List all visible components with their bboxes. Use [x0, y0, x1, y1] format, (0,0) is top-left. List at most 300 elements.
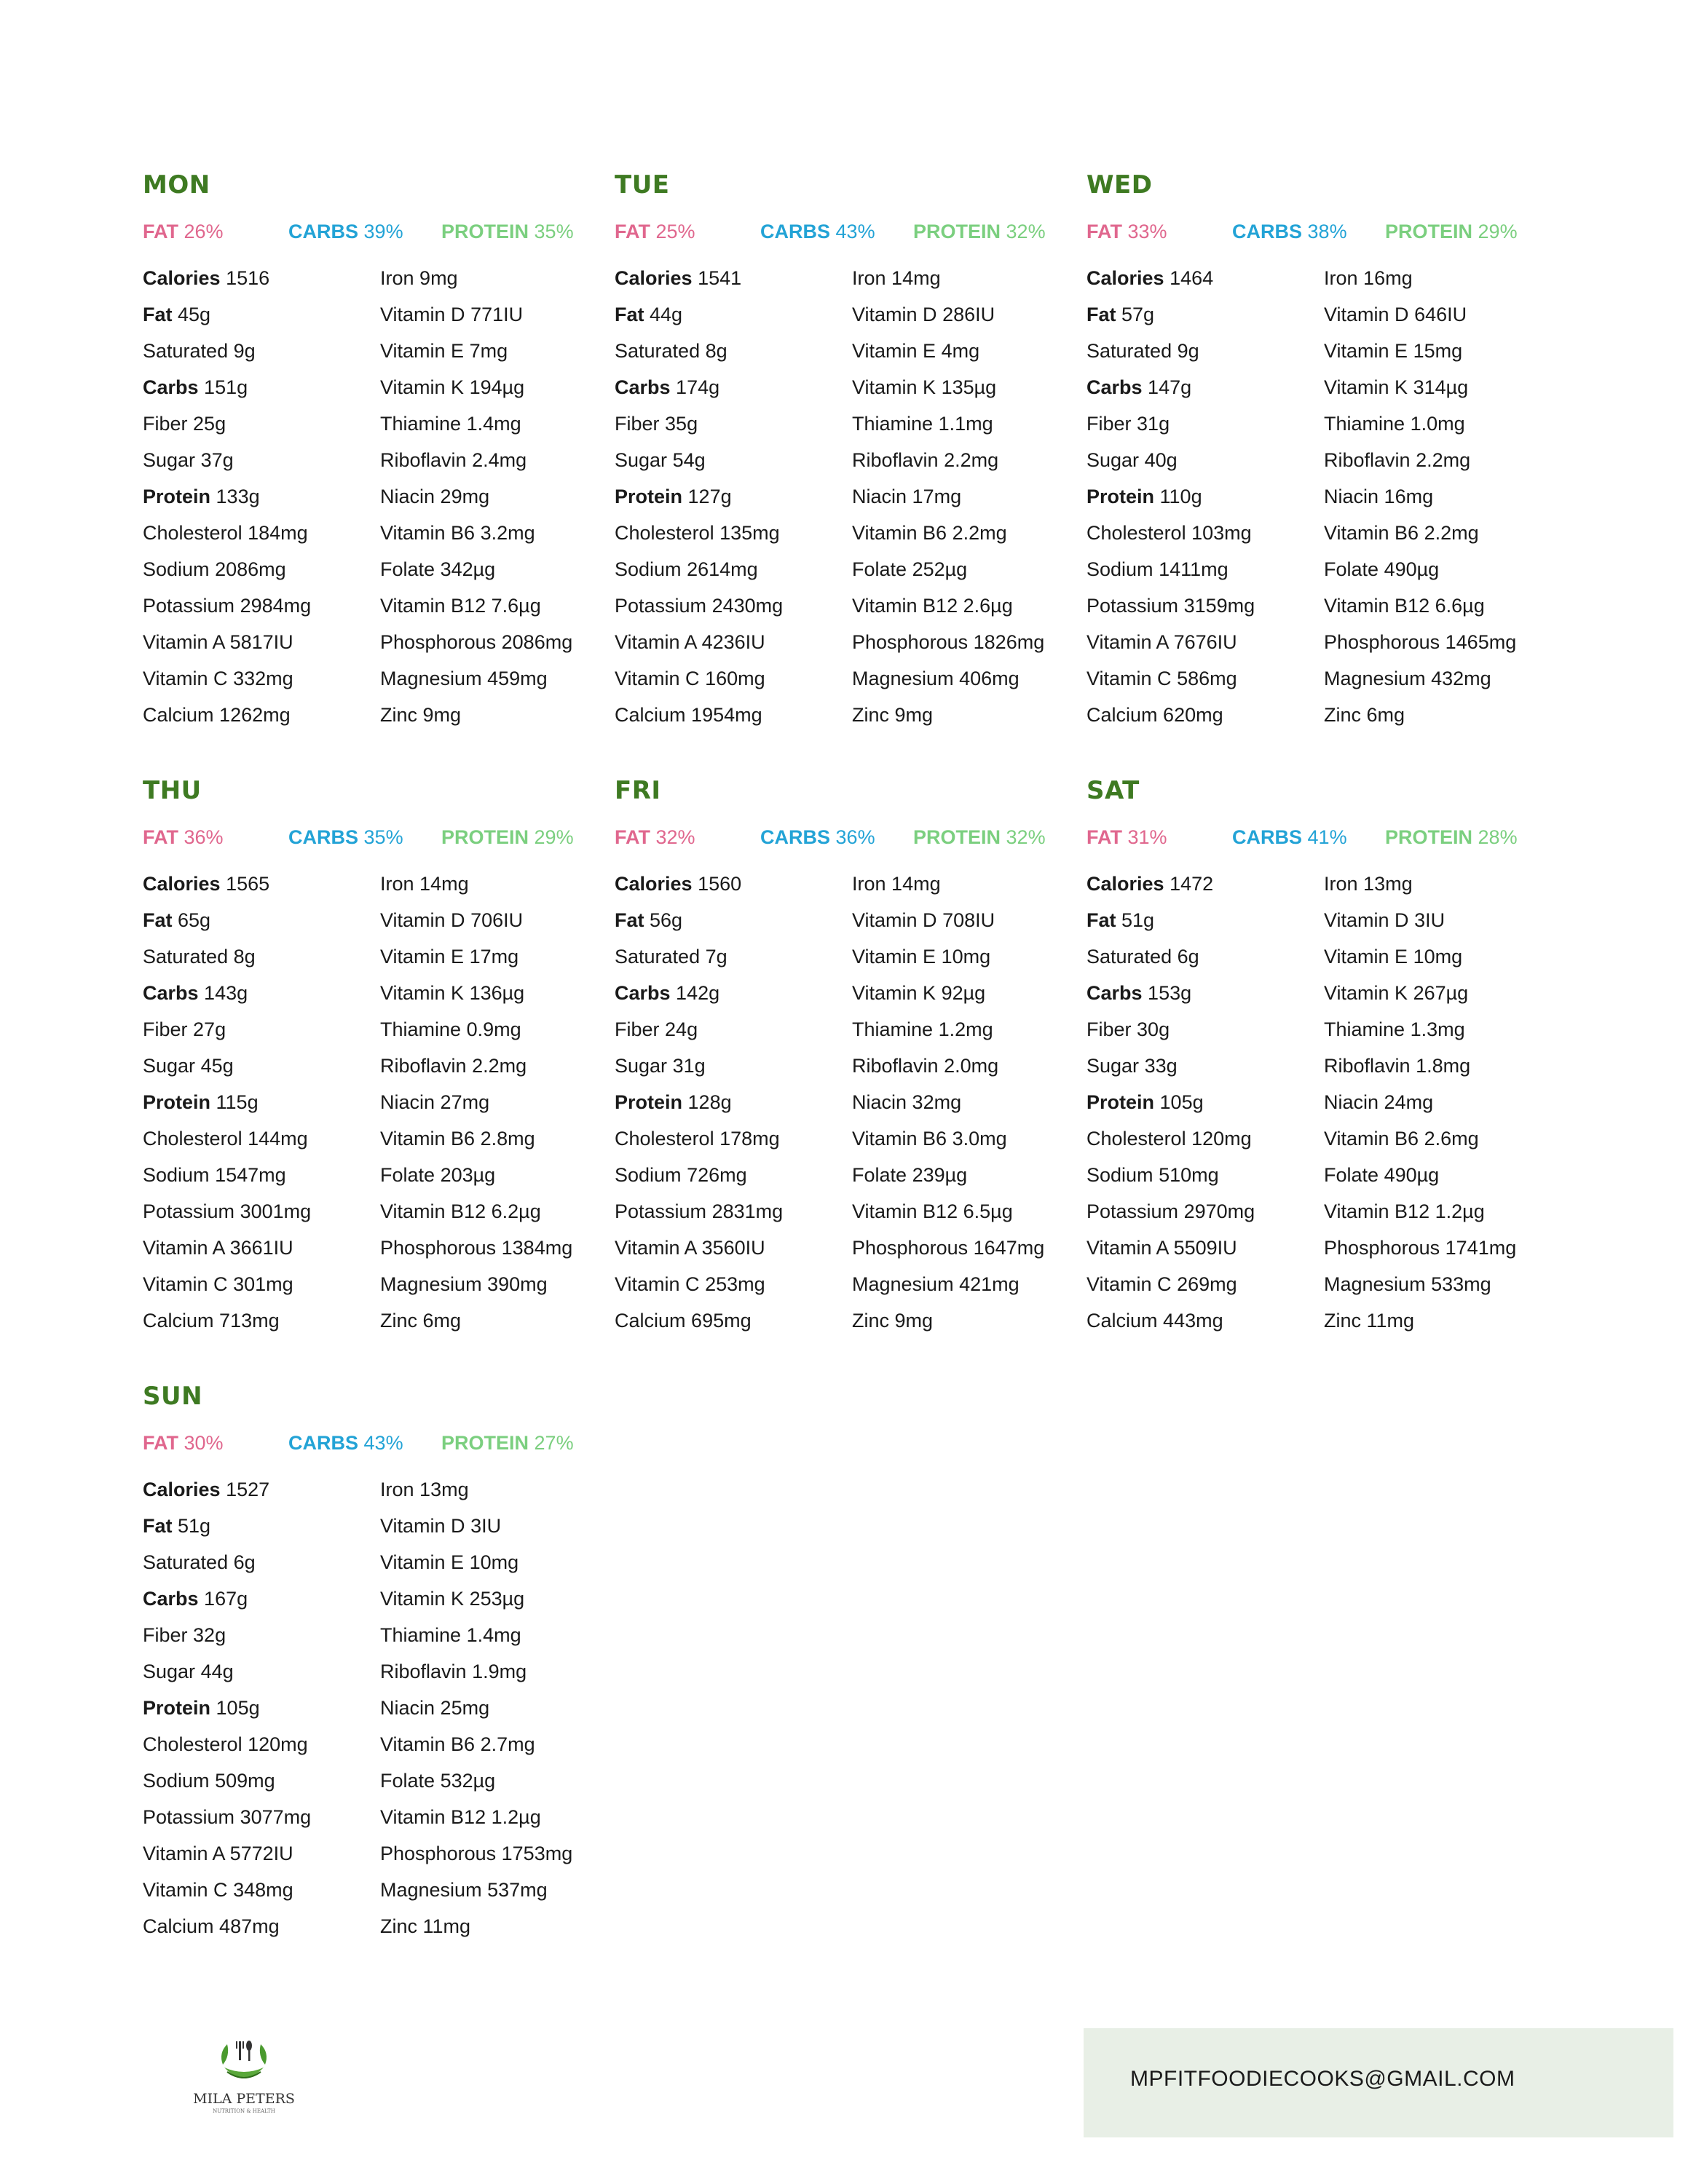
nutrient-value: 2.7mg: [480, 1733, 535, 1755]
nutrient-item: [615, 1270, 783, 1306]
nutrient-item: [615, 628, 783, 664]
nutrient-label: Calories: [143, 873, 221, 895]
nutrient-item: [143, 1693, 311, 1730]
carbs-percent: [1232, 217, 1347, 246]
nutrient-value: 2.6mg: [1424, 1128, 1479, 1150]
nutrient-label: Sugar: [143, 1055, 196, 1077]
carbs-percent: [760, 217, 875, 246]
nutrient-value: 1.3mg: [1410, 1018, 1465, 1040]
nutrient-value: 1541: [698, 267, 742, 289]
nutrient-label: Iron: [380, 267, 414, 289]
nutrient-value: 15mg: [1413, 340, 1463, 362]
nutrient-value: 332mg: [233, 668, 293, 689]
protein-label: PROTEIN: [1385, 221, 1473, 242]
nutrient-item: [1086, 591, 1255, 628]
protein-value: 32%: [1006, 826, 1046, 848]
nutrient-label: Vitamin C: [615, 1273, 700, 1295]
nutrient-item: [852, 700, 1044, 737]
nutrient-label: Vitamin C: [615, 668, 700, 689]
nutrient-value: 8g: [705, 340, 727, 362]
nutrient-label: Fat: [1086, 909, 1116, 931]
nutrient-label: Niacin: [852, 486, 907, 507]
nutrient-item: [143, 1657, 311, 1693]
nutrient-item: [615, 446, 783, 482]
nutrient-item: [852, 1015, 1044, 1051]
nutrient-item: [852, 409, 1044, 446]
nutrient-value: 1411mg: [1159, 558, 1228, 580]
nutrient-value: 11mg: [422, 1915, 471, 1937]
nutrient-label: Phosphorous: [380, 1843, 497, 1864]
protein-label: PROTEIN: [1385, 826, 1473, 848]
carbs-value: 41%: [1307, 826, 1347, 848]
nutrient-value: 646IU: [1414, 304, 1467, 325]
nutrient-label: Riboflavin: [380, 1055, 467, 1077]
nutrient-item: [380, 518, 572, 555]
nutrient-value: 120mg: [248, 1733, 308, 1755]
nutrient-label: Magnesium: [852, 1273, 954, 1295]
nutrient-label: Vitamin C: [1086, 668, 1172, 689]
protein-percent: [913, 823, 1046, 852]
nutrient-value: 9mg: [894, 704, 934, 726]
nutrient-item: [143, 1839, 311, 1875]
nutrient-value: 2086mg: [501, 631, 573, 653]
day-title: SAT: [1086, 776, 1140, 805]
nutrient-label: Folate: [380, 558, 435, 580]
nutrient-item: [1324, 1197, 1516, 1233]
nutrient-value: 314µg: [1413, 376, 1469, 398]
nutrient-value: 2970mg: [1183, 1200, 1255, 1222]
protein-value: 29%: [534, 826, 574, 848]
nutrient-label: Calories: [1086, 873, 1164, 895]
nutrient-label: Thiamine: [1324, 413, 1405, 435]
nutrient-label: Calories: [615, 267, 693, 289]
nutrient-column-left: [1086, 869, 1255, 1342]
nutrient-value: 44g: [650, 304, 683, 325]
day-block-thu: [143, 776, 594, 1332]
nutrient-column-left: [143, 264, 311, 737]
nutrient-value: 4236IU: [701, 631, 765, 653]
nutrient-item: [615, 1197, 783, 1233]
nutrient-value: 6mg: [1366, 704, 1405, 726]
nutrient-label: Sodium: [143, 558, 210, 580]
nutrient-value: 2.2mg: [1416, 449, 1471, 471]
carbs-label: CARBS: [760, 221, 831, 242]
nutrient-value: 253mg: [705, 1273, 765, 1295]
nutrient-label: Fiber: [143, 1018, 188, 1040]
nutrient-label: Zinc: [380, 704, 418, 726]
nutrient-item: [143, 1233, 311, 1270]
nutrient-value: 144mg: [248, 1128, 308, 1150]
nutrient-value: 147g: [1148, 376, 1192, 398]
fat-label: FAT: [1086, 826, 1122, 848]
nutrient-item: [1086, 869, 1255, 906]
nutrient-value: 4mg: [941, 340, 980, 362]
nutrient-value: 1527: [226, 1479, 270, 1500]
nutrient-label: Vitamin E: [380, 340, 465, 362]
nutrient-label: Vitamin E: [1324, 946, 1408, 968]
nutrient-value: 9g: [1177, 340, 1199, 362]
nutrient-item: [1324, 942, 1516, 978]
nutrient-item: [852, 482, 1044, 518]
protein-label: PROTEIN: [441, 221, 529, 242]
fat-percent: [143, 1428, 224, 1457]
nutrient-value: 2.0mg: [944, 1055, 999, 1077]
nutrient-item: [852, 518, 1044, 555]
nutrient-value: 342µg: [440, 558, 496, 580]
nutrient-value: 153g: [1148, 982, 1192, 1004]
nutrient-label: Sugar: [143, 449, 196, 471]
brand-logo: [182, 2038, 306, 2114]
day-block-sat: [1086, 776, 1538, 1332]
nutrient-value: 406mg: [959, 668, 1019, 689]
nutrient-value: 1647mg: [973, 1237, 1045, 1259]
nutrient-label: Vitamin B12: [1324, 595, 1430, 617]
nutrient-label: Calcium: [143, 1915, 214, 1937]
nutrient-item: [380, 1475, 572, 1511]
nutrient-item: [852, 942, 1044, 978]
contact-email[interactable]: MPFITFOODIECOOKS@GMAIL.COM: [1130, 2067, 1515, 2091]
protein-percent: [1385, 823, 1518, 852]
nutrient-label: Zinc: [1324, 704, 1362, 726]
day-block-wed: [1086, 170, 1538, 726]
nutrient-item: [143, 1912, 311, 1948]
nutrient-label: Niacin: [852, 1091, 907, 1113]
nutrient-label: Vitamin A: [1086, 631, 1169, 653]
nutrient-label: Sugar: [143, 1661, 196, 1682]
nutrient-label: Protein: [143, 486, 211, 507]
nutrient-value: 24mg: [1384, 1091, 1434, 1113]
nutrient-item: [852, 555, 1044, 591]
nutrient-item: [1324, 373, 1516, 409]
nutrient-value: 33g: [1144, 1055, 1178, 1077]
nutrient-label: Vitamin B12: [1324, 1200, 1430, 1222]
nutrient-item: [143, 1621, 311, 1657]
nutrient-value: 1954mg: [691, 704, 762, 726]
nutrient-label: Vitamin C: [143, 1273, 228, 1295]
nutrient-item: [143, 409, 311, 446]
nutrient-value: 45g: [200, 1055, 234, 1077]
nutrient-value: 27g: [193, 1018, 226, 1040]
nutrient-item: [1086, 1124, 1255, 1160]
day-title: THU: [143, 776, 202, 805]
carbs-percent: [288, 823, 403, 852]
nutrient-label: Sodium: [143, 1164, 210, 1186]
nutrient-value: 6.2µg: [491, 1200, 541, 1222]
nutrient-column-right: [852, 264, 1044, 737]
nutrient-label: Cholesterol: [143, 522, 242, 544]
nutrient-value: 160mg: [705, 668, 765, 689]
fat-value: 36%: [184, 826, 224, 848]
nutrient-value: 490µg: [1384, 558, 1440, 580]
nutrient-item: [380, 664, 572, 700]
nutrient-label: Vitamin K: [1324, 982, 1408, 1004]
nutrient-item: [380, 482, 572, 518]
nutrient-item: [380, 1233, 572, 1270]
nutrient-item: [143, 446, 311, 482]
nutrient-value: 301mg: [233, 1273, 293, 1295]
nutrient-value: 620mg: [1163, 704, 1223, 726]
nutrient-value: 24g: [665, 1018, 698, 1040]
nutrient-label: Vitamin K: [380, 376, 465, 398]
nutrient-label: Sodium: [615, 558, 682, 580]
nutrient-value: 32mg: [912, 1091, 962, 1113]
nutrient-item: [1086, 1306, 1255, 1342]
day-title: MON: [143, 170, 210, 199]
nutrient-label: Niacin: [380, 1091, 435, 1113]
nutrient-value: 5772IU: [229, 1843, 293, 1864]
nutrient-value: 17mg: [912, 486, 962, 507]
nutrient-label: Iron: [852, 267, 886, 289]
nutrient-label: Vitamin B12: [380, 1200, 486, 1222]
nutrient-value: 1547mg: [215, 1164, 286, 1186]
nutrient-label: Vitamin D: [1324, 304, 1409, 325]
nutrient-item: [143, 1160, 311, 1197]
fat-percent: [1086, 217, 1167, 246]
nutrient-item: [143, 942, 311, 978]
nutrient-item: [1324, 1124, 1516, 1160]
nutrient-value: 10mg: [469, 1551, 519, 1573]
nutrient-value: 267µg: [1413, 982, 1469, 1004]
nutrient-value: 2.8mg: [480, 1128, 535, 1150]
nutrient-value: 30g: [1137, 1018, 1170, 1040]
nutrient-item: [380, 1548, 572, 1584]
nutrient-label: Fiber: [615, 1018, 660, 1040]
nutrient-label: Iron: [1324, 267, 1358, 289]
nutrient-item: [1086, 373, 1255, 409]
nutrient-value: 31g: [1137, 413, 1170, 435]
nutrient-label: Calories: [1086, 267, 1164, 289]
nutrient-value: 25g: [193, 413, 226, 435]
nutrient-label: Vitamin C: [143, 668, 228, 689]
nutrient-item: [615, 482, 783, 518]
nutrient-item: [852, 1306, 1044, 1342]
fat-value: 32%: [655, 826, 695, 848]
nutrient-label: Riboflavin: [852, 449, 939, 471]
nutrient-item: [615, 1051, 783, 1088]
nutrient-item: [380, 1621, 572, 1657]
nutrient-item: [380, 1912, 572, 1948]
nutrient-value: 13mg: [1363, 873, 1413, 895]
nutrient-item: [615, 518, 783, 555]
nutrient-value: 10mg: [1413, 946, 1463, 968]
nutrient-label: Folate: [852, 1164, 907, 1186]
nutrient-value: 3.0mg: [952, 1128, 1007, 1150]
nutrient-value: 3560IU: [701, 1237, 765, 1259]
protein-value: 35%: [534, 221, 574, 242]
nutrient-value: 1.2mg: [938, 1018, 993, 1040]
nutrient-item: [852, 300, 1044, 336]
nutrient-label: Folate: [1324, 558, 1379, 580]
carbs-label: CARBS: [760, 826, 831, 848]
nutrient-label: Calcium: [143, 704, 214, 726]
nutrient-label: Potassium: [143, 1806, 235, 1828]
nutrient-column-left: [615, 869, 783, 1342]
nutrient-label: Thiamine: [380, 413, 462, 435]
nutrient-item: [852, 628, 1044, 664]
nutrient-item: [852, 336, 1044, 373]
nutrient-label: Riboflavin: [852, 1055, 939, 1077]
carbs-label: CARBS: [288, 1432, 359, 1454]
nutrient-value: 432mg: [1431, 668, 1491, 689]
nutrient-value: 3001mg: [240, 1200, 312, 1222]
fat-label: FAT: [143, 221, 178, 242]
nutrient-label: Sugar: [615, 1055, 668, 1077]
nutrient-value: 443mg: [1163, 1310, 1223, 1332]
fat-percent: [615, 217, 695, 246]
nutrient-item: [380, 336, 572, 373]
nutrient-label: Saturated: [143, 340, 229, 362]
nutrient-value: 1516: [226, 267, 270, 289]
carbs-value: 38%: [1307, 221, 1347, 242]
nutrient-item: [380, 869, 572, 906]
nutrient-value: 3IU: [1414, 909, 1446, 931]
nutrient-value: 269mg: [1177, 1273, 1237, 1295]
day-block-sun: [143, 1382, 594, 1937]
nutrient-value: 5817IU: [229, 631, 293, 653]
nutrient-item: [143, 264, 311, 300]
nutrient-value: 348mg: [233, 1879, 293, 1901]
nutrient-item: [143, 591, 311, 628]
nutrient-label: Iron: [380, 873, 414, 895]
carbs-percent: [288, 1428, 403, 1457]
fat-value: 25%: [655, 221, 695, 242]
nutrient-item: [1324, 1015, 1516, 1051]
nutrient-label: Phosphorous: [1324, 631, 1440, 653]
nutrient-item: [143, 373, 311, 409]
protein-value: 27%: [534, 1432, 574, 1454]
nutrient-value: 135mg: [719, 522, 780, 544]
nutrient-column-right: [380, 1475, 572, 1948]
nutrient-value: 706IU: [470, 909, 524, 931]
nutrient-item: [143, 1511, 311, 1548]
nutrient-item: [380, 1584, 572, 1621]
nutrient-label: Vitamin B12: [852, 595, 958, 617]
nutrient-value: 1465mg: [1445, 631, 1517, 653]
nutrient-value: 65g: [178, 909, 211, 931]
nutrient-item: [1324, 1160, 1516, 1197]
nutrient-value: 13mg: [419, 1479, 469, 1500]
nutrient-label: Saturated: [1086, 340, 1172, 362]
nutrient-value: 143g: [204, 982, 248, 1004]
nutrient-label: Potassium: [1086, 1200, 1179, 1222]
nutrient-label: Riboflavin: [1324, 449, 1411, 471]
nutrient-value: 174g: [676, 376, 720, 398]
nutrient-label: Cholesterol: [615, 522, 714, 544]
nutrient-label: Calories: [143, 267, 221, 289]
nutrient-item: [380, 906, 572, 942]
nutrient-value: 14mg: [419, 873, 469, 895]
nutrient-item: [380, 1693, 572, 1730]
nutrient-label: Vitamin A: [1086, 1237, 1169, 1259]
nutrient-column-left: [1086, 264, 1255, 737]
nutrient-label: Magnesium: [380, 668, 482, 689]
nutrient-value: 2086mg: [215, 558, 286, 580]
nutrient-item: [143, 700, 311, 737]
fat-label: FAT: [143, 1432, 178, 1454]
nutrient-item: [1324, 628, 1516, 664]
nutrient-item: [615, 1124, 783, 1160]
nutrient-label: Phosphorous: [1324, 1237, 1440, 1259]
nutrient-value: 771IU: [470, 304, 524, 325]
nutrient-item: [1324, 446, 1516, 482]
nutrient-label: Magnesium: [380, 1879, 482, 1901]
nutrient-label: Folate: [852, 558, 907, 580]
nutrient-item: [852, 1088, 1044, 1124]
nutrient-value: 136µg: [469, 982, 525, 1004]
carbs-value: 35%: [363, 826, 403, 848]
day-block-tue: [615, 170, 1066, 726]
nutrient-label: Zinc: [380, 1915, 418, 1937]
macro-row: [615, 217, 1066, 246]
nutrient-value: 32g: [193, 1624, 226, 1646]
nutrient-label: Thiamine: [380, 1624, 462, 1646]
nutrient-item: [143, 1875, 311, 1912]
fork-spoon-leaves-bowl-icon: [182, 2038, 306, 2089]
nutrient-item: [143, 1548, 311, 1584]
nutrient-value: 0.9mg: [466, 1018, 521, 1040]
nutrient-value: 8g: [233, 946, 256, 968]
nutrient-item: [852, 869, 1044, 906]
day-block-fri: [615, 776, 1066, 1332]
nutrient-value: 390mg: [487, 1273, 548, 1295]
nutrient-item: [615, 942, 783, 978]
nutrient-label: Vitamin D: [380, 909, 465, 931]
nutrient-column-right: [380, 264, 572, 737]
nutrient-value: 6mg: [422, 1310, 462, 1332]
nutrient-label: Fat: [143, 304, 173, 325]
nutrient-value: 6g: [1177, 946, 1199, 968]
nutrient-value: 1.4mg: [466, 413, 521, 435]
nutrient-label: Sugar: [615, 449, 668, 471]
macro-row: [143, 1428, 594, 1457]
nutrient-item: [143, 1124, 311, 1160]
nutrient-item: [380, 628, 572, 664]
nutrient-item: [615, 555, 783, 591]
nutrient-column-left: [615, 264, 783, 737]
fat-label: FAT: [143, 826, 178, 848]
nutrient-value: 487mg: [219, 1915, 280, 1937]
nutrient-label: Riboflavin: [380, 1661, 467, 1682]
nutrient-label: Phosphorous: [852, 631, 969, 653]
nutrient-item: [380, 1197, 572, 1233]
nutrient-item: [615, 409, 783, 446]
nutrient-label: Sugar: [1086, 1055, 1140, 1077]
fat-value: 26%: [184, 221, 224, 242]
nutrient-value: 532µg: [440, 1770, 496, 1792]
nutrient-value: 1826mg: [973, 631, 1045, 653]
nutrient-label: Potassium: [143, 1200, 235, 1222]
nutrient-item: [143, 1197, 311, 1233]
nutrient-label: Vitamin B12: [852, 1200, 958, 1222]
nutrient-item: [1086, 482, 1255, 518]
nutrient-label: Zinc: [852, 1310, 890, 1332]
nutrient-item: [143, 869, 311, 906]
nutrient-label: Thiamine: [1324, 1018, 1405, 1040]
nutrient-item: [143, 482, 311, 518]
nutrient-item: [1086, 1015, 1255, 1051]
carbs-label: CARBS: [1232, 221, 1303, 242]
nutrient-label: Vitamin A: [615, 631, 697, 653]
nutrient-label: Calcium: [1086, 704, 1158, 726]
nutrient-item: [1086, 700, 1255, 737]
nutrient-value: 27mg: [440, 1091, 490, 1113]
nutrient-label: Sodium: [615, 1164, 682, 1186]
nutrient-label: Potassium: [1086, 595, 1179, 617]
nutrient-value: 2.2mg: [944, 449, 999, 471]
nutrient-item: [380, 1803, 572, 1839]
nutrient-value: 103mg: [1191, 522, 1252, 544]
nutrient-label: Fiber: [143, 413, 188, 435]
